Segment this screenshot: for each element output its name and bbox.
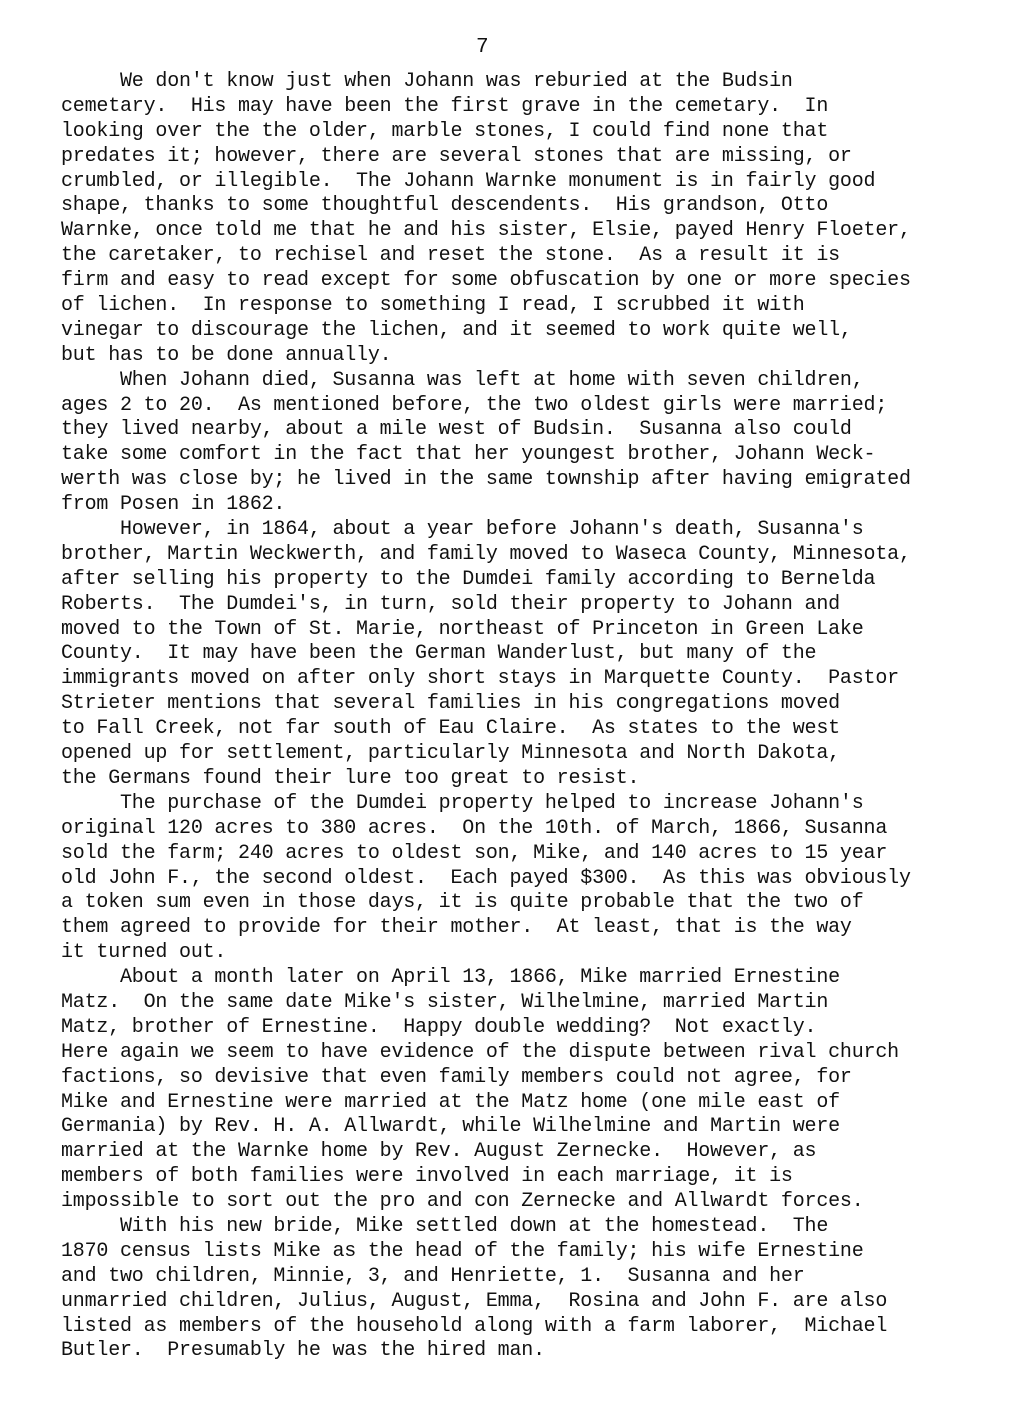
text-line: unmarried children, Julius, August, Emma, Rosina and John F. are also bbox=[61, 1289, 888, 1313]
text-line: werth was close by; he lived in the same township after having emigrated bbox=[61, 468, 911, 492]
text-line: Strieter mentions that several families in his congregations moved bbox=[61, 692, 840, 716]
text-line: Matz, brother of Ernestine. Happy double wedding? Not exactly. bbox=[61, 1015, 817, 1039]
text-line: crumbled, or illegible. The Johann Warnke monument is in fairly good bbox=[61, 169, 876, 193]
text-line: after selling his property to the Dumdei family according to Bernelda bbox=[61, 567, 876, 591]
text-line: brother, Martin Weckwerth, and family moved to Waseca County, Minnesota, bbox=[61, 542, 911, 566]
text-line: to Fall Creek, not far south of Eau Claire. As states to the west bbox=[61, 717, 840, 741]
text-line: the caretaker, to rechisel and reset the stone. As a result it is bbox=[61, 244, 840, 268]
text-line: Butler. Presumably he was the hired man. bbox=[61, 1339, 545, 1363]
text-line: About a month later on April 13, 1866, Mike married Ernestine bbox=[61, 966, 840, 990]
text-line: ages 2 to 20. As mentioned before, the two oldest girls were married; bbox=[61, 393, 888, 417]
text-line: and two children, Minnie, 3, and Henriette, 1. Susanna and her bbox=[61, 1264, 805, 1288]
text-line: the Germans found their lure too great to resist. bbox=[61, 766, 640, 790]
text-line: sold the farm; 240 acres to oldest son, Mike, and 140 acres to 15 year bbox=[61, 841, 888, 865]
text-line: immigrants moved on after only short stays in Marquette County. Pastor bbox=[61, 667, 899, 691]
page-number: 7 bbox=[476, 36, 489, 59]
text-line: With his new bride, Mike settled down at the homestead. The bbox=[61, 1214, 829, 1238]
text-line: listed as members of the household along with a farm laborer, Michael bbox=[61, 1314, 888, 1338]
text-line: original 120 acres to 380 acres. On the 10th. of March, 1866, Susanna bbox=[61, 816, 888, 840]
text-line: However, in 1864, about a year before Johann's death, Susanna's bbox=[61, 518, 864, 542]
text-line: firm and easy to read except for some obfuscation by one or more species bbox=[61, 269, 911, 293]
text-line: 1870 census lists Mike as the head of the family; his wife Ernestine bbox=[61, 1239, 864, 1263]
text-line: them agreed to provide for their mother. At least, that is the way bbox=[61, 916, 852, 940]
text-body bbox=[61, 70, 981, 1364]
text-line: it turned out. bbox=[61, 941, 227, 965]
text-line: take some comfort in the fact that her youngest brother, Johann Weck- bbox=[61, 443, 876, 467]
text-line: they lived nearby, about a mile west of Budsin. Susanna also could bbox=[61, 418, 852, 442]
text-line: The purchase of the Dumdei property helped to increase Johann's bbox=[61, 791, 864, 815]
text-line: moved to the Town of St. Marie, northeast of Princeton in Green Lake bbox=[61, 617, 864, 641]
text-line: predates it; however, there are several stones that are missing, or bbox=[61, 144, 852, 168]
text-line: County. It may have been the German Wanderlust, but many of the bbox=[61, 642, 817, 666]
text-line: old John F., the second oldest. Each payed $300. As this was obviously bbox=[61, 866, 911, 890]
text-line: married at the Warnke home by Rev. August Zernecke. However, as bbox=[61, 1140, 817, 1164]
text-line: Mike and Ernestine were married at the Matz home (one mile east of bbox=[61, 1090, 840, 1114]
text-line: factions, so devisive that even family members could not agree, for bbox=[61, 1065, 852, 1089]
text-line: impossible to sort out the pro and con Zernecke and Allwardt forces. bbox=[61, 1190, 864, 1214]
text-line: We don't know just when Johann was reburied at the Budsin bbox=[61, 70, 793, 93]
text-line: Germania) by Rev. H. A. Allwardt, while Wilhelmine and Martin were bbox=[61, 1115, 840, 1139]
text-line: from Posen in 1862. bbox=[61, 493, 286, 517]
text-line: a token sum even in those days, it is quite probable that the two of bbox=[61, 891, 864, 915]
text-line: Roberts. The Dumdei's, in turn, sold their property to Johann and bbox=[61, 592, 840, 616]
text-line: Matz. On the same date Mike's sister, Wilhelmine, married Martin bbox=[61, 990, 829, 1014]
text-line: looking over the the older, marble stones, I could find none that bbox=[61, 119, 829, 143]
text-line: of lichen. In response to something I read, I scrubbed it with bbox=[61, 294, 805, 318]
text-line: cemetary. His may have been the first grave in the cemetary. In bbox=[61, 94, 829, 118]
text-line: vinegar to discourage the lichen, and it seemed to work quite well, bbox=[61, 318, 852, 342]
text-line: Here again we seem to have evidence of the dispute between rival church bbox=[61, 1040, 899, 1064]
text-line: shape, thanks to some thoughtful descendents. His grandson, Otto bbox=[61, 194, 829, 218]
text-line: Warnke, once told me that he and his sister, Elsie, payed Henry Floeter, bbox=[61, 219, 911, 243]
text-line: When Johann died, Susanna was left at home with seven children, bbox=[61, 368, 864, 392]
text-line: but has to be done annually. bbox=[61, 343, 392, 367]
text-line: members of both families were involved in each marriage, it is bbox=[61, 1165, 793, 1189]
text-line: opened up for settlement, particularly Minnesota and North Dakota, bbox=[61, 742, 840, 766]
